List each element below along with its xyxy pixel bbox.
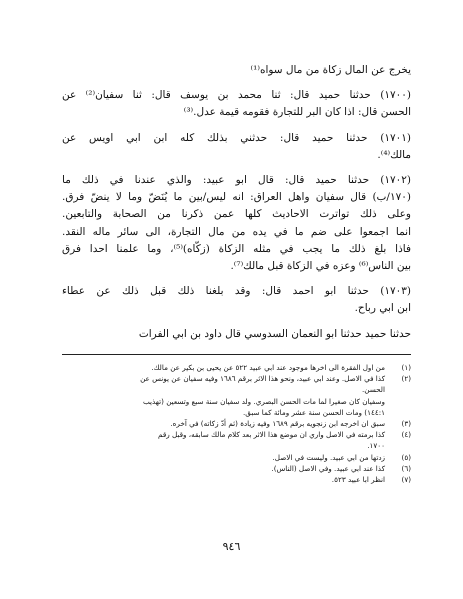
footnote bbox=[62, 463, 411, 474]
footnote-number: (٤) bbox=[401, 430, 411, 440]
text-line: وعلى ذلك تواترت الاحاديث كلها عمن ذكرنا من الصحابة والتابعين. bbox=[62, 208, 411, 221]
footnote bbox=[62, 429, 411, 440]
footnote-divider bbox=[62, 354, 411, 355]
text-line: انما اجمعوا على ضم ما في يده من مال التجارة، الى سائر ماله النقد. bbox=[62, 225, 411, 238]
footnote-number: (٥) bbox=[401, 452, 411, 462]
footnote-number: (٣) bbox=[401, 419, 411, 429]
footnote-text: كذا برمته في الاصل واري ان موضع هذا الاثر بعد كلام مالك سابقه، وقبل رقم bbox=[158, 430, 385, 440]
footnote bbox=[62, 474, 411, 485]
footnote-text: زدتها من ابي عبيد. وليست في الاصل. bbox=[272, 452, 385, 462]
text-line: (١٧٠/ب) قال سفيان واهل العراق: انه ليس/بين ما يُنَضّ وما لا ينضّ فرق. bbox=[62, 191, 411, 204]
text-line: (١٧٠٣) حدثنا ابو احمد قال: وقد بلغنا ذلك قبل ذلك عن عطاء bbox=[62, 285, 411, 298]
text-line: فاذا بلغ ذلك ما يجب في مثله الزكاة (زكّاه)⁽⁵⁾، وما علمنا احدا فرق bbox=[62, 242, 411, 255]
footnote bbox=[62, 440, 411, 451]
text-line: (١٧٠٢) حدثنا حميد قال: قال ابو عبيد: والذي عندنا في ذلك ما bbox=[62, 174, 411, 187]
footnote-text: كذا عند ابي عبيد. وفي الاصل (الناس). bbox=[271, 463, 385, 473]
footnote bbox=[62, 407, 411, 418]
page-number: ٩٤٦ bbox=[222, 540, 241, 553]
footnote-number bbox=[385, 396, 411, 407]
footnote-number: (٦) bbox=[401, 463, 411, 473]
footnote-text: كذا في الاصل. وعند ابي عبيد، ونحو هذا الاثر برقم ١٦٨٦ وفيه سفيان عن يونس عن bbox=[140, 374, 385, 384]
footnote-text: الحسن. bbox=[362, 385, 385, 395]
footnote bbox=[62, 452, 411, 463]
text-line: مالك⁽⁴⁾. bbox=[377, 148, 411, 161]
footnote-number: (٢) bbox=[401, 374, 411, 384]
footnote bbox=[62, 418, 411, 429]
footnote-number bbox=[385, 440, 411, 451]
text-line: ابن ابي رباح. bbox=[354, 302, 411, 315]
text-line: (١٧٠٠) حدثنا حميد قال: ثنا محمد بن يوسف قال: ثنا سفيان⁽²⁾ عن bbox=[62, 89, 411, 102]
text-line: حدثنا حميد حدثنا ابو النعمان السدوسي قال داود بن ابي الفرات bbox=[138, 327, 411, 340]
footnote bbox=[62, 362, 411, 373]
footnote-text: وسفيان كان صغيرا لما مات الحسن البصري. ولد سفيان سنة سبع وتسعين (تهذيب bbox=[142, 396, 385, 406]
footnote-text: ١٤٤:١) ومات الحسن سنة عشر ومائة كما سبق. bbox=[243, 407, 385, 417]
text-line: الحسن قال: اذا كان البر للتجارة فقومه قيمة عدل.⁽³⁾ bbox=[183, 106, 411, 119]
footnote-number bbox=[385, 384, 411, 395]
footnote-text: سبق ان اخرجه ابن زنجويه برقم ١٦٨٩ وفيه زيادة (ثم أدّ زكاته) في آخره. bbox=[170, 419, 385, 429]
main-text bbox=[62, 62, 411, 343]
footnote-text: من اول الفقرة الى اخرها موجود عند ابي عبيد ٥٢٢ عن يحيى بن بكير عن مالك. bbox=[151, 363, 385, 372]
footnote bbox=[62, 373, 411, 384]
text-line: بين الناس⁽⁶⁾ وعزه في الزكاة قبل مالك⁽⁷⁾. bbox=[230, 260, 411, 273]
footnote-number: (٧) bbox=[401, 475, 411, 485]
text-line: (١٧٠١) حدثنا حميد قال: حدثني بذلك كله ابن ابي اويس عن bbox=[62, 131, 411, 144]
footnote-text: انظر ابا عبيد ٥٢٣. bbox=[331, 475, 385, 485]
footnote-text: ١٧٠٠. bbox=[367, 441, 385, 451]
footnote-number: (١) bbox=[401, 363, 411, 372]
footnote bbox=[62, 384, 411, 395]
text-line: يخرج عن المال زكاة من مال سواه⁽¹⁾ bbox=[250, 64, 411, 76]
footnote-number bbox=[385, 407, 411, 418]
footnote bbox=[62, 396, 411, 407]
footnotes bbox=[62, 362, 411, 485]
